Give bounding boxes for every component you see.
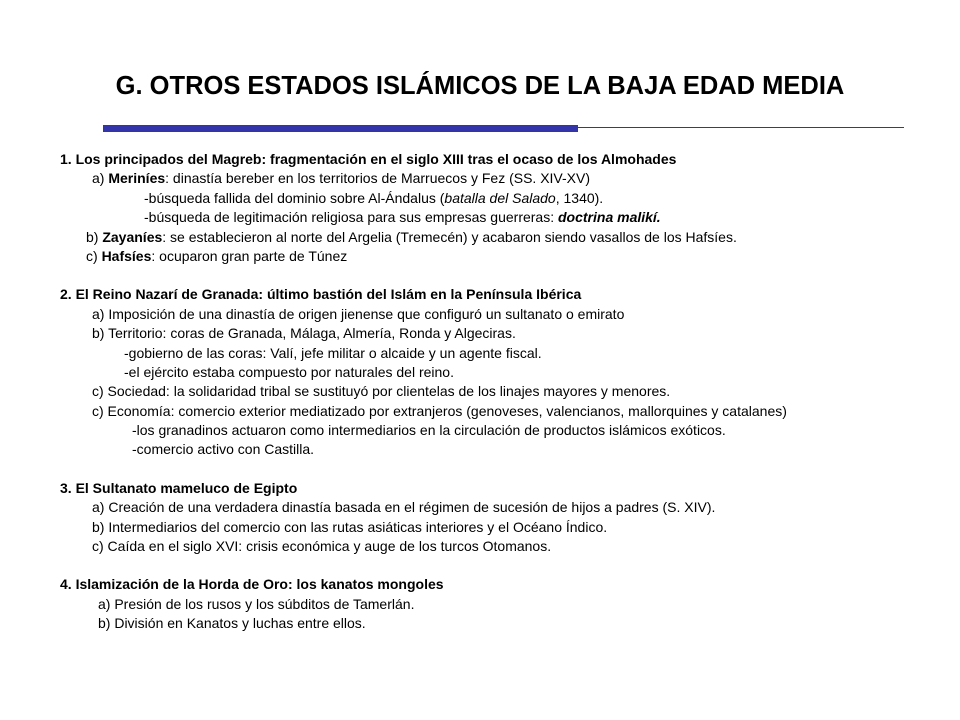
section-2-line: -gobierno de las coras: Valí, jefe militar o alcaide y un agente fiscal. — [124, 344, 542, 361]
section-3-line: c) Caída en el siglo XVI: crisis económica y auge de los turcos Otomanos. — [92, 538, 552, 555]
section-2-line: c) Sociedad: la solidaridad tribal se sustituyó por clientelas de los linajes mayores y menores. — [92, 383, 671, 400]
section-2-line: a) Imposición de una dinastía de origen jienense que configuró un sultanato o emirato — [92, 305, 625, 322]
title-underline-thin — [578, 127, 904, 128]
section-4-line: b) División en Kanatos y luchas entre ellos. — [98, 615, 366, 632]
section-1-item-b: b) Zayaníes: se establecieron al norte del Argelia (Tremecén) y acabaron siendo vasallos de los Hafsíes. — [86, 228, 737, 245]
section-1-item-c: c) Hafsíes: ocuparon gran parte de Túnez — [86, 247, 348, 264]
section-3-line: a) Creación de una verdadera dinastía basada en el régimen de sucesión de hijos a padres (S. XIV). — [92, 499, 716, 516]
section-1-item-a-sub-1: -búsqueda fallida del dominio sobre Al-Ándalus (batalla del Salado, 1340). — [144, 189, 604, 206]
section-1-item-a: a) Meriníes: dinastía bereber en los territorios de Marruecos y Fez (SS. XIV-XV) — [92, 170, 590, 187]
title-underline-thick — [103, 125, 578, 132]
section-1-item-a-sub-2: -búsqueda de legitimación religiosa para sus empresas guerreras: doctrina malikí. — [144, 209, 661, 226]
section-2-line: -el ejército estaba compuesto por naturales del reino. — [124, 363, 454, 380]
section-4-line: a) Presión de los rusos y los súbditos de Tamerlán. — [98, 595, 415, 612]
section-4-heading: 4. Islamización de la Horda de Oro: los kanatos mongoles — [60, 576, 444, 593]
page-title: G. OTROS ESTADOS ISLÁMICOS DE LA BAJA EDAD MEDIA — [115, 72, 845, 100]
section-3-line: b) Intermediarios del comercio con las rutas asiáticas interiores y el Océano Índico. — [92, 518, 608, 535]
section-2-line: -comercio activo con Castilla. — [132, 441, 315, 458]
section-2-heading: 2. El Reino Nazarí de Granada: último bastión del Islám en la Península Ibérica — [60, 286, 582, 303]
section-2-line: -los granadinos actuaron como intermediarios en la circulación de productos islámicos exóticos. — [132, 422, 726, 439]
section-1-heading: 1. Los principados del Magreb: fragmentación en el siglo XIII tras el ocaso de los Almohades — [60, 151, 677, 167]
section-2-line: b) Territorio: coras de Granada, Málaga, Almería, Ronda y Algeciras. — [92, 325, 516, 342]
section-3-heading: 3. El Sultanato mameluco de Egipto — [60, 479, 298, 496]
section-2-line: c) Economía: comercio exterior mediatizado por extranjeros (genoveses, valencianos, mallorquines y catalanes) — [92, 402, 787, 419]
outline-content — [60, 150, 940, 634]
